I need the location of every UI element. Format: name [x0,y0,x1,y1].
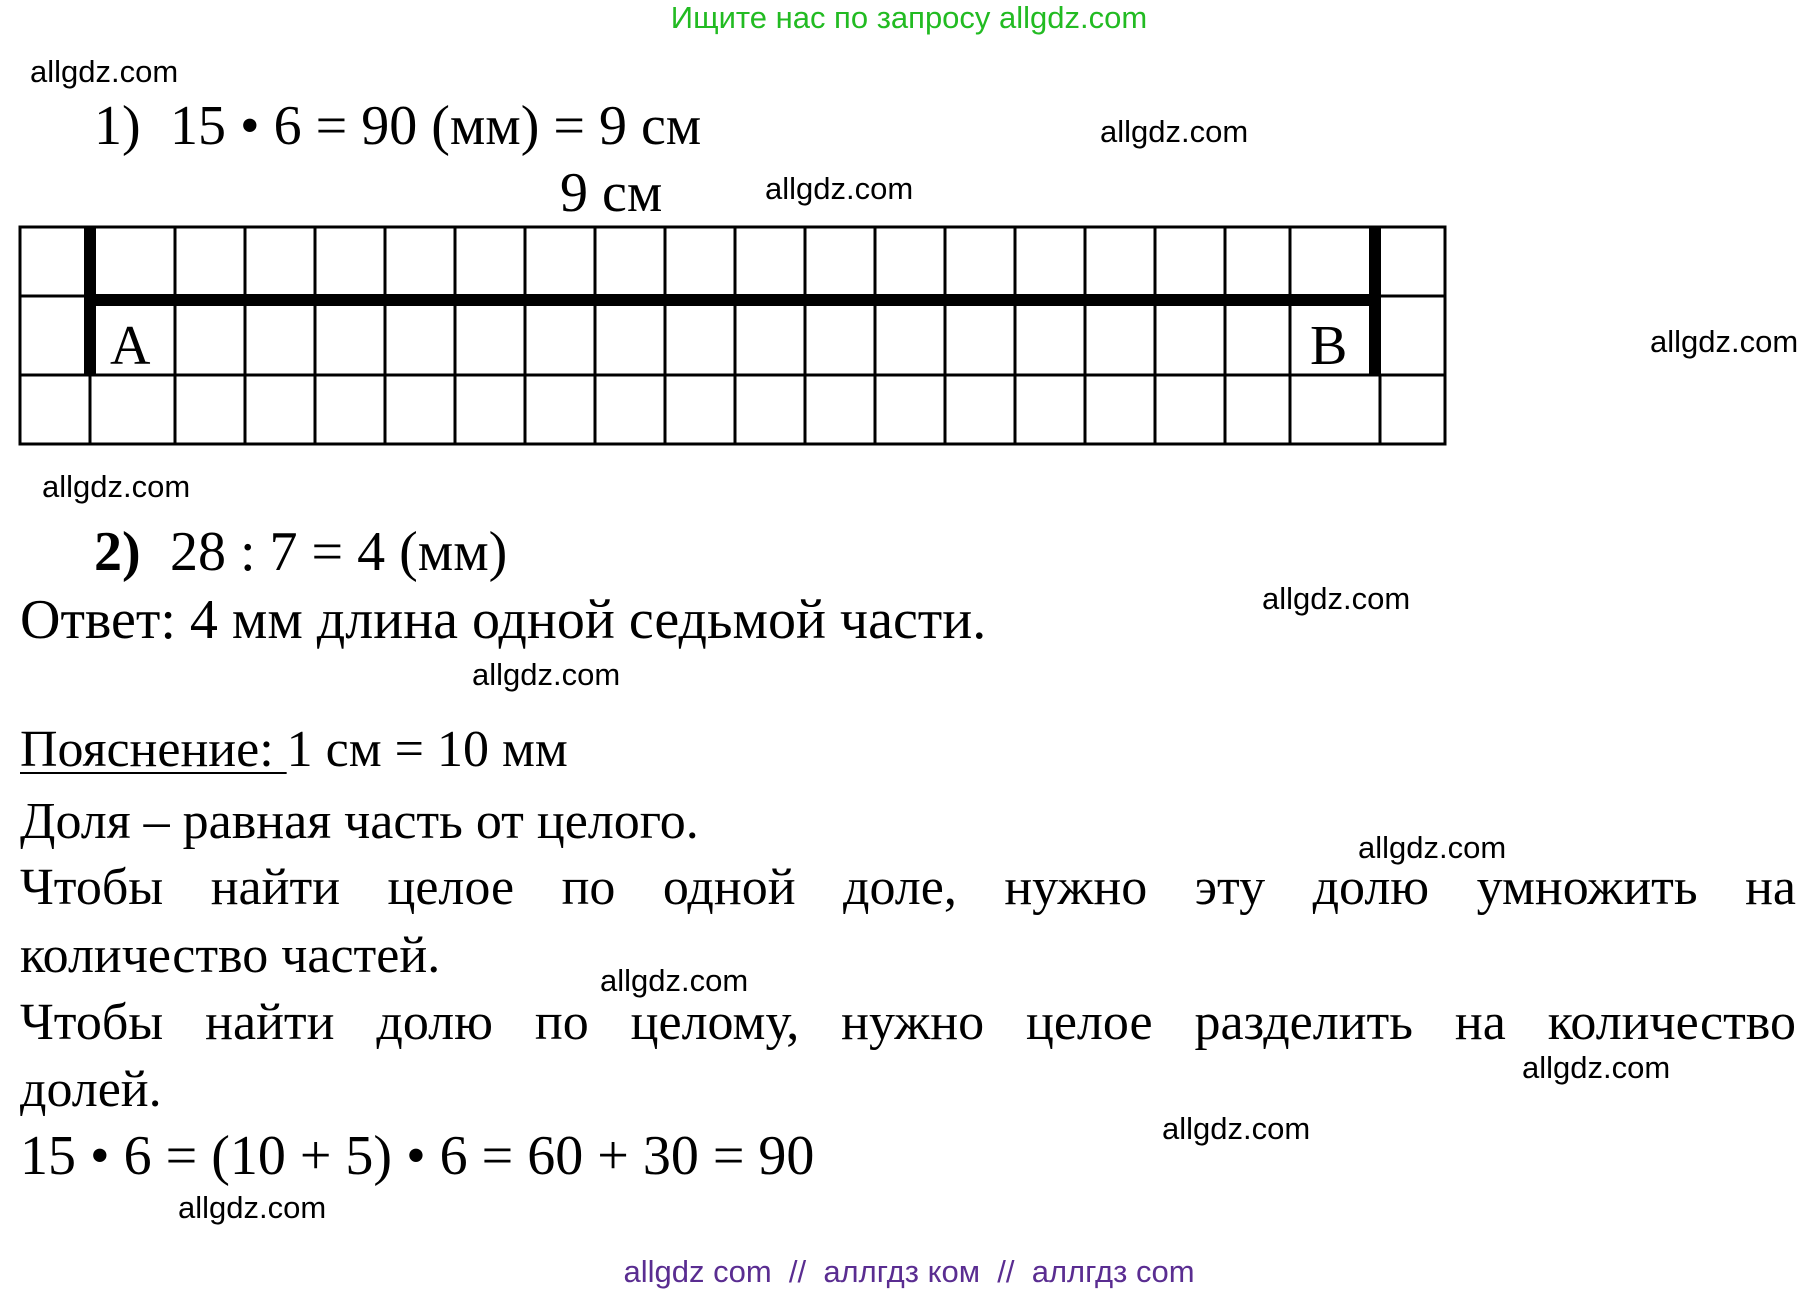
point-b-label: В [1310,315,1348,377]
answer-text: Ответ: 4 мм длина одной седьмой части. [20,589,987,651]
top-banner: Ищите нас по запросу allgdz.com [670,0,1148,35]
watermark: allgdz.com [178,1190,327,1225]
watermark: allgdz.com [1522,1050,1671,1085]
segment-length-label: 9 см [560,162,663,224]
step2-equation: 28 : 7 = 4 (мм) [170,521,508,583]
watermark: allgdz.com [1262,581,1411,616]
watermark: allgdz.com [42,469,191,504]
footer-links: allgdz com // аллгдз ком // аллгдз com [623,1254,1195,1289]
step2-number: 2) [94,521,141,583]
explanation-line-2a: Чтобы найти целое по одной доле, нужно эту долю умножить на [20,859,1796,916]
watermark: allgdz.com [1162,1111,1311,1146]
explanation-line-3a: Чтобы найти долю по целому, нужно целое разделить на количество [20,994,1796,1051]
watermark: allgdz.com [765,171,914,206]
explanation-line-1: Доля – равная часть от целого. [20,793,699,850]
watermark: allgdz.com [1650,324,1799,359]
explanation-rule: 1 см = 10 мм [286,721,568,778]
watermark: allgdz.com [1358,830,1507,865]
step1-number: 1) [94,95,141,157]
watermark: allgdz.com [30,54,179,89]
watermark: allgdz.com [472,657,621,692]
explanation-title: Пояснение: [20,721,287,778]
step1-equation: 15 • 6 = 90 (мм) = 9 см [170,95,702,157]
explanation-calc: 15 • 6 = (10 + 5) • 6 = 60 + 30 = 90 [20,1125,815,1187]
watermark: allgdz.com [600,963,749,998]
grid-lines [20,227,1445,444]
watermark: allgdz.com [1100,114,1249,149]
explanation-line-3b: долей. [20,1061,162,1118]
point-a-label: А [110,315,151,377]
explanation-line-2b: количество частей. [20,927,441,984]
segment-ab [90,227,1375,375]
explanation-heading [20,721,568,778]
